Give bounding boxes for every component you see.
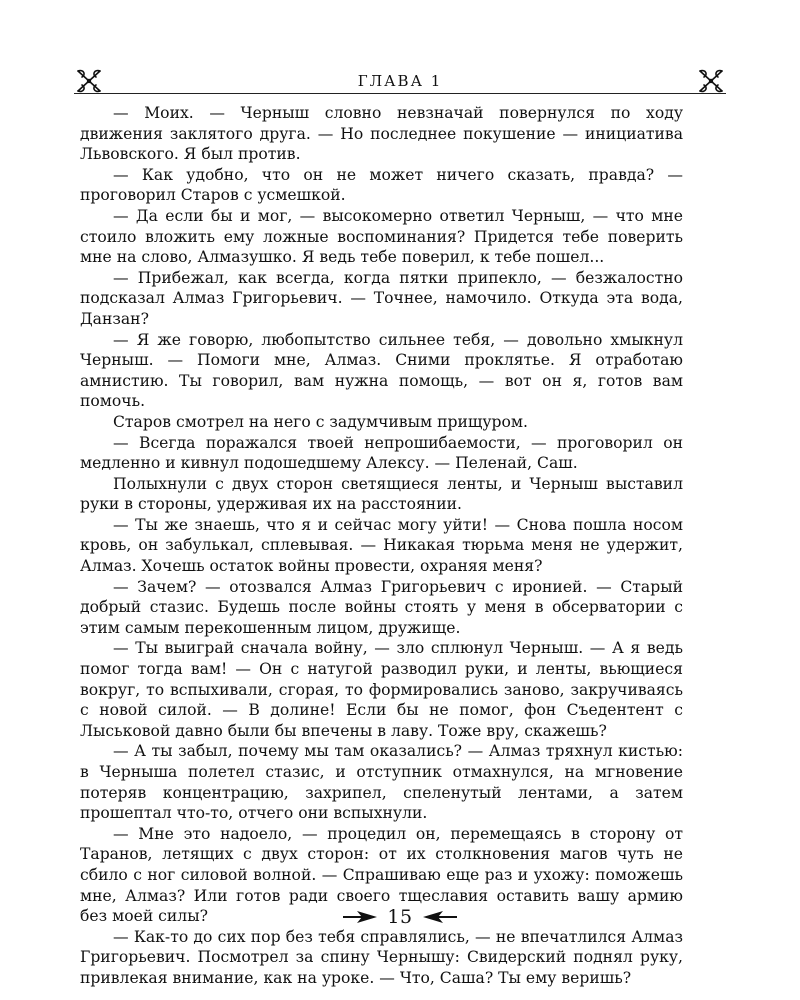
paragraph: — Ты выиграй сначала войну, — зло сплюнул Черныш. — А я ведь помог тогда вам! — Он с натугой разводил руки, и ленты, вьющиеся вокруг, то вспыхивали, сгорая, то формировались заново, закручиваясь с новой силой. — В долине! Если бы не помог, фон Съедентент с Лыськовой давно были бы впечены в лаву. Тоже вру, скажешь? xyxy=(80,639,683,740)
paragraph: — Мне это надоело, — процедил он, перемещаясь в сторону от Таранов, летящих с двух сторон: от их столкновения магов чуть не сбило с ног силовой волной. — Спрашиваю еще раз и ухожу: поможешь мне, Алмаз? Или готов ради своего тщеславия оставить вашу армию без моей силы? xyxy=(80,824,683,926)
paragraph: Полыхнули с двух сторон светящиеся ленты, и Черныш выставил руки в стороны, удерживая их на расстоянии. xyxy=(80,474,683,514)
running-header xyxy=(74,66,726,96)
paragraph: Старов смотрел на него с задумчивым прищуром. xyxy=(113,412,528,431)
chapter-title: ГЛАВА 1 xyxy=(357,72,443,90)
page-footer xyxy=(0,906,800,936)
body-text xyxy=(80,103,683,989)
paragraph: — Всегда поражался твоей непрошибаемости, — проговорил он медленно и кивнул подошедшему Алексу. — Пеленай, Саш. xyxy=(80,433,683,473)
paragraph: — Как-то до сих пор без тебя справлялись, — не впечатлился Алмаз Григорьевич. Посмотрел за спину Чернышу: Свидерский поднял руку, привлекая внимание, как на уроке. — Что, Саша? Ты ему веришь? xyxy=(80,927,683,987)
paragraph: — Моих. — Черныш словно невзначай повернулся по ходу движения заклятого друга. — Но последнее покушение — инициатива Львовского. Я был против. xyxy=(80,104,683,164)
paragraph: — Как удобно, что он не может ничего сказать, правда? — проговорил Старов с усмешкой. xyxy=(80,165,683,205)
header-divider xyxy=(74,93,726,94)
paragraph: — А ты забыл, почему мы там оказались? — Алмаз тряхнул кистью: в Черныша полетел стазис, и отступник отмахнулся, на мгновение потеряв концентрацию, захрипел, спеленутый лентами, а затем прошептал что-то, отчего они вспыхнули. xyxy=(80,742,683,823)
fleuron-icon xyxy=(696,66,726,96)
arrow-left-icon xyxy=(423,910,457,924)
paragraph: — Да если бы и мог, — высокомерно ответил Черныш, — что мне стоило вложить ему ложные воспоминания? Придется тебе поверить мне на слово, Алмазушко. Я ведь тебе поверил, к тебе пошел... xyxy=(80,206,683,267)
paragraph: — Зачем? — отозвался Алмаз Григорьевич с иронией. — Старый добрый стазис. Будешь после войны стоять у меня в обсерватории с этим самым перекошенным лицом, дружище. xyxy=(80,577,683,637)
paragraph: — Прибежал, как всегда, когда пятки припекло, — безжалостно подсказал Алмаз Григорьевич. — Точнее, намочило. Откуда эта вода, Данзан? xyxy=(80,268,683,328)
page-number: 15 xyxy=(387,906,413,928)
paragraph: — Ты же знаешь, что я и сейчас могу уйти! — Снова пошла носом кровь, он забулькал, сплевывая. — Никакая тюрьма меня не удержит, Алмаз. Хочешь остаток войны провести, охраняя меня? xyxy=(80,515,683,576)
paragraph: — Я же говорю, любопытство сильнее тебя, — довольно хмыкнул Черныш. — Помоги мне, Алмаз. Сними проклятье. Я отработаю амнистию. Ты говорил, вам нужна помощь, — вот он я, готов вам помочь. xyxy=(80,330,683,411)
arrow-right-icon xyxy=(343,910,377,924)
